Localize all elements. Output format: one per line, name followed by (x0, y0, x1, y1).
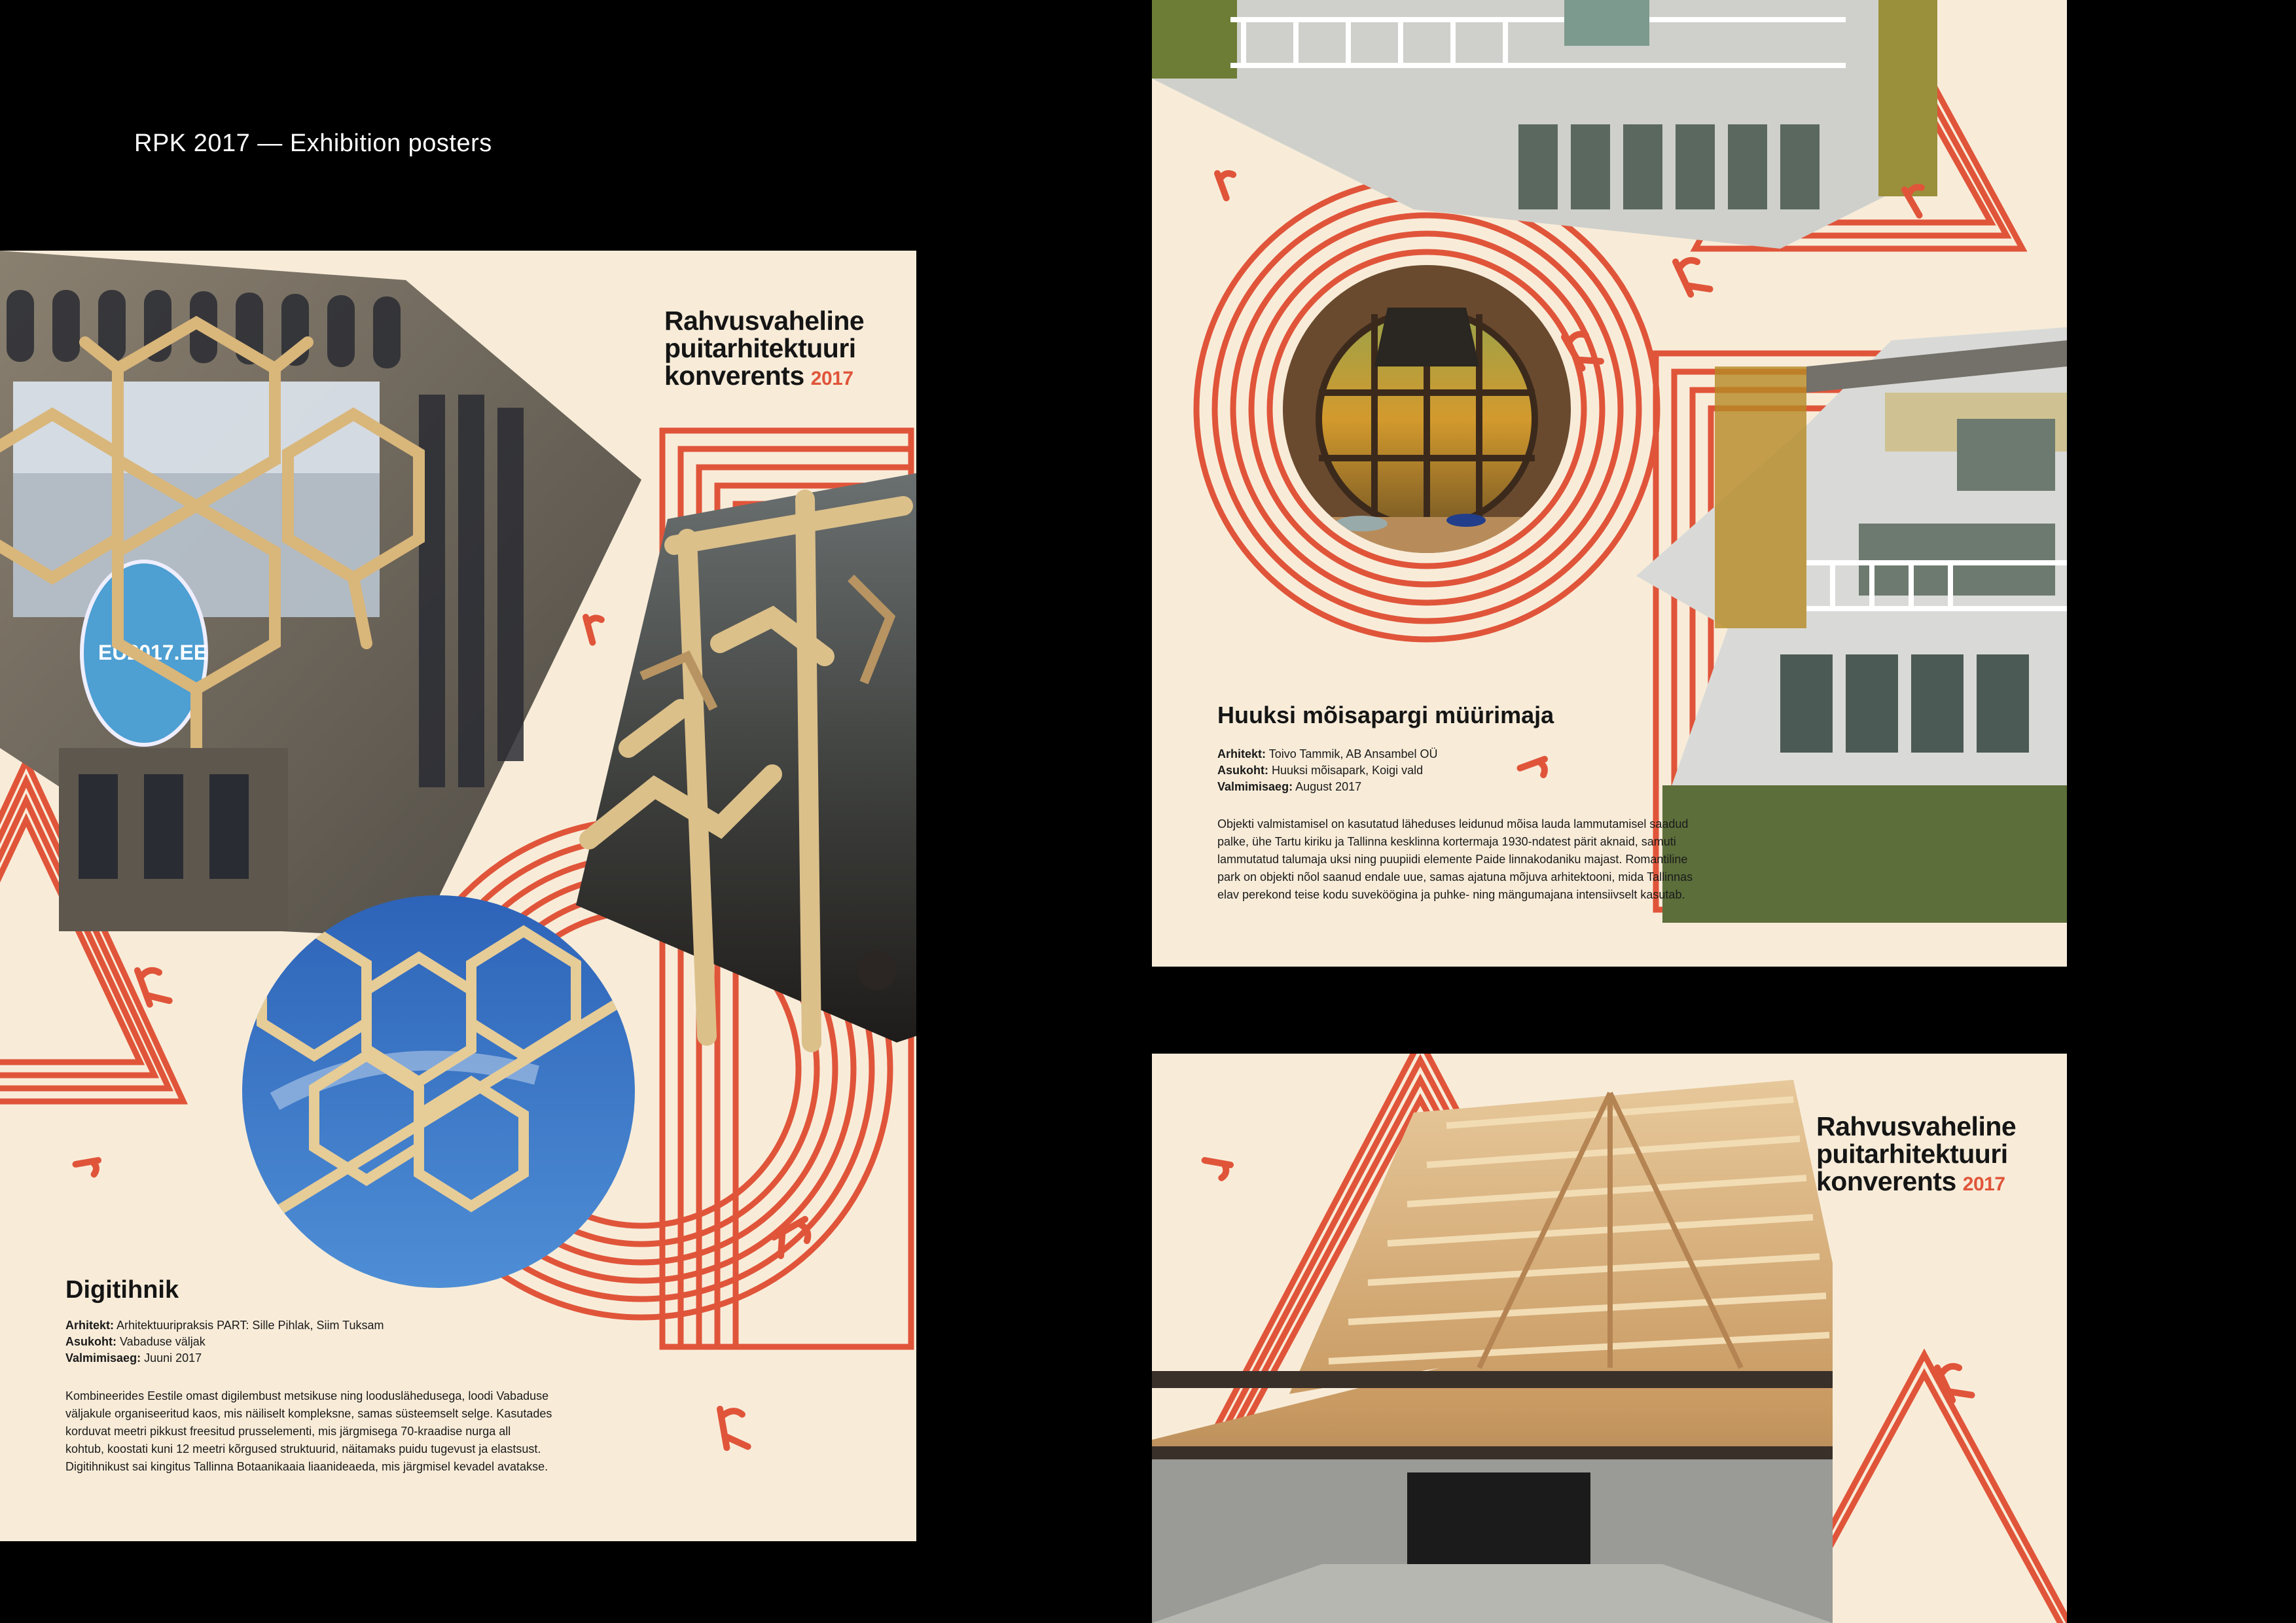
photo-digitihnik-sky (236, 892, 641, 1298)
conference-title-line1: Rahvusvaheline (1816, 1111, 2017, 1141)
body-line: elav perekond teise kodu suveköögina ja puhke- ning mängumajana intensiivselt kasutab. (1217, 888, 1685, 901)
poster-body (65, 1387, 628, 1476)
location-label: Asukoht: (65, 1335, 117, 1348)
completed-value: Juuni 2017 (144, 1351, 202, 1364)
conference-title-line3: konverents (664, 361, 804, 391)
location-value: Huuksi mõisapark, Koigi vald (1272, 764, 1424, 777)
body-line: park on objekti nõol saanud endale uue, samas ajatuna mõjuva arhitektooni, mida Tallinnas (1217, 870, 1693, 883)
poster-title: Huuksi mõisapargi müürimaja (1217, 702, 1554, 728)
location-label: Asukoht: (1217, 764, 1268, 777)
architect-label: Arhitekt: (65, 1319, 115, 1332)
architect-label: Arhitekt: (1217, 747, 1266, 760)
poster-title: Digitihnik (65, 1276, 179, 1304)
poster-huuksi (1152, 0, 2067, 967)
body-line: lammutatud talumaja uksi ning puupiidi elemente Paide linnakodaniku majast. Romantiline (1217, 853, 1688, 866)
eu2017-sign-text: EU2017.EE (98, 641, 208, 664)
poster-meta (65, 1317, 384, 1366)
photo-digitihnik-facade (0, 251, 641, 938)
conference-title-line2: puitarhitektuuri (664, 333, 856, 363)
completed-label: Valmimisaeg: (1217, 780, 1293, 793)
architect-value: Toivo Tammik, AB Ansambel OÜ (1268, 747, 1438, 760)
location-value: Vabaduse väljak (120, 1335, 206, 1348)
body-line: väljakule organiseeritud kaos, mis näiliselt kompleksne, samas süsteemselt selge. Kasutades (65, 1407, 552, 1420)
poster-conference (1152, 1054, 2067, 1623)
body-line: korduvat meetri pikkust freesitud prusselementi, mis järgmisega 70-kraadise nurga all (65, 1425, 511, 1438)
conference-title (1816, 1113, 2016, 1198)
poster-body (1217, 815, 1793, 904)
architect-value: Arhitektuuripraksis PART: Sille Pihlak, Siim Tuksam (117, 1319, 384, 1332)
body-line: kohtub, koostati kuni 12 meetri kõrgused struktuurid, näitamaks puidu tugevust ja elastsust. (65, 1442, 541, 1455)
body-line: Objekti valmistamisel on kasutatud läheduses leidunud mõisa lauda lammutamisel saadud (1217, 817, 1689, 830)
conference-year: 2017 (1962, 1173, 2005, 1195)
photo-huuksi-window (1276, 262, 1577, 563)
photo-huuksi-top (1152, 0, 1937, 249)
completed-label: Valmimisaeg: (65, 1351, 141, 1364)
body-line: Kombineerides Eestile omast digilembust metsikuse ning looduslähedusega, loodi Vabaduse (65, 1389, 549, 1402)
completed-value: August 2017 (1295, 780, 1362, 793)
body-line: palke, ühe Tartu kiriku ja Tallinna kesklinna kortermaja 1930-ndatest pärit aknaid, samuti (1217, 835, 1676, 848)
conference-title (664, 307, 864, 393)
conference-title-line2: puitarhitektuuri (1816, 1139, 2008, 1169)
poster-digitihnik (0, 251, 916, 1541)
conference-year: 2017 (810, 368, 853, 389)
body-line: Digitihnikust sai kingitus Tallinna Botaanikaaia liaanideaeda, mis järgmisel kevadel avatakse. (65, 1460, 548, 1473)
conference-title-line3: konverents (1816, 1166, 1956, 1196)
page-caption: RPK 2017 — Exhibition posters (134, 130, 492, 157)
conference-title-line1: Rahvusvaheline (664, 306, 865, 336)
poster-meta (1217, 746, 1437, 795)
photo-digitihnik-wood (576, 473, 916, 1043)
